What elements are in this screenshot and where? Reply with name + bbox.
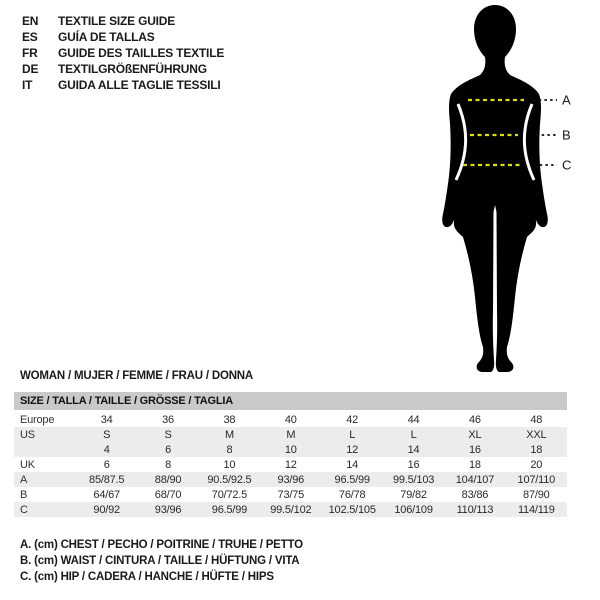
table-cell: M <box>224 428 234 441</box>
table-cell: 114/119 <box>517 503 555 516</box>
legend-chest: A. (cm) CHEST / PECHO / POITRINE / TRUHE / PETTO <box>20 539 303 551</box>
row-label-blank <box>14 442 76 457</box>
table-cell: L <box>349 428 356 441</box>
table-cell: 6 <box>103 458 110 471</box>
measure-label-c: C <box>562 157 572 173</box>
lang-row-es <box>22 29 224 45</box>
table-cell: 99.5/102 <box>270 503 312 516</box>
table-cell: 87/90 <box>523 488 550 501</box>
table-cell: 16 <box>469 443 481 456</box>
language-title-list <box>22 13 224 93</box>
table-row-hip <box>14 502 567 517</box>
table-cell: 16 <box>407 458 420 471</box>
table-cell: 85/87.5 <box>89 473 125 486</box>
lang-row-it <box>22 77 224 93</box>
lang-title-de: TEXTILGRÖßENFÜHRUNG <box>58 62 207 76</box>
table-cell: XXL <box>526 428 547 441</box>
table-cell: 8 <box>165 458 172 471</box>
lang-row-en <box>22 13 224 29</box>
table-row-europe <box>14 411 567 427</box>
table-cell: 90/92 <box>93 503 120 516</box>
measure-label-b: B <box>562 127 571 143</box>
table-cell: M <box>286 428 296 441</box>
size-table-header: SIZE / TALLA / TAILLE / GRÖSSE / TAGLIA <box>14 392 567 411</box>
table-cell: 44 <box>407 413 420 426</box>
table-cell: 90.5/92.5 <box>207 473 252 486</box>
row-label-b: B <box>20 488 28 501</box>
table-cell: 18 <box>530 443 543 456</box>
table-cell: 79/82 <box>400 488 427 501</box>
lang-row-de <box>22 61 224 77</box>
size-table <box>14 392 567 517</box>
table-cell: 42 <box>346 413 359 426</box>
table-cell: XL <box>468 428 482 441</box>
row-label-europe: Europe <box>20 413 55 426</box>
table-cell: 107/110 <box>517 473 556 486</box>
table-cell: 38 <box>223 413 236 426</box>
table-cell: 93/96 <box>154 503 182 516</box>
table-cell: L <box>410 428 417 441</box>
table-cell: 4 <box>103 443 110 456</box>
table-cell: 36 <box>162 413 174 426</box>
legend-waist: B. (cm) WAIST / CINTURA / TAILLE / HÜFTUNG / VITA <box>20 555 300 567</box>
table-cell: 12 <box>346 443 359 456</box>
woman-silhouette <box>442 5 548 372</box>
table-cell: 40 <box>284 413 297 426</box>
lang-title-en: TEXTILE SIZE GUIDE <box>58 14 176 28</box>
measurement-legend <box>20 537 303 585</box>
table-row-us-numbers <box>14 442 567 457</box>
table-cell: S <box>164 428 172 441</box>
table-cell: 34 <box>100 413 113 426</box>
table-cell: 46 <box>469 413 481 426</box>
table-cell: 10 <box>223 458 236 471</box>
table-cell: 48 <box>530 413 543 426</box>
table-cell: 64/67 <box>93 488 120 501</box>
lang-title-it: GUIDA ALLE TAGLIE TESSILI <box>58 78 221 92</box>
table-cell: 70/72.5 <box>211 488 248 501</box>
table-cell: 20 <box>530 458 543 471</box>
table-cell: 110/113 <box>456 503 494 516</box>
table-row-uk <box>14 457 567 472</box>
table-cell: 68/70 <box>154 488 182 501</box>
lang-code-fr: FR <box>22 46 38 60</box>
legend-hip: C. (cm) HIP / CADERA / HANCHE / HÜFTE / HIPS <box>20 571 274 583</box>
table-row-us-letters <box>14 427 567 442</box>
table-cell: 106/109 <box>394 503 433 516</box>
row-label-a: A <box>20 473 28 486</box>
table-cell: 8 <box>226 443 233 456</box>
row-label-c: C <box>20 503 28 516</box>
table-cell: 14 <box>346 458 359 471</box>
table-cell: S <box>103 428 111 441</box>
row-label-uk: UK <box>20 458 35 471</box>
lang-title-es: GUÍA DE TALLAS <box>58 30 155 44</box>
table-cell: 18 <box>469 458 481 471</box>
lang-title-fr: GUIDE DES TAILLES TEXTILE <box>58 46 225 60</box>
table-cell: 102.5/105 <box>328 503 376 516</box>
table-cell: 14 <box>407 443 420 456</box>
lang-row-fr <box>22 45 224 61</box>
table-cell: 99.5/103 <box>392 473 435 486</box>
table-cell: 96.5/99 <box>334 473 370 486</box>
lang-code-es: ES <box>22 30 38 44</box>
table-cell: 96.5/99 <box>211 503 248 516</box>
table-cell: 10 <box>284 443 297 456</box>
table-cell: 12 <box>284 458 297 471</box>
measure-label-a: A <box>562 92 571 108</box>
lang-code-it: IT <box>22 78 33 92</box>
row-label-us: US <box>20 428 35 441</box>
lang-code-en: EN <box>22 14 39 28</box>
size-table-header-row <box>14 392 567 411</box>
table-row-chest <box>14 472 567 487</box>
woman-silhouette-figure <box>410 0 585 378</box>
lang-code-de: DE <box>22 62 39 76</box>
table-cell: 93/96 <box>277 473 305 486</box>
table-cell: 104/107 <box>455 473 495 486</box>
table-cell: 88/90 <box>154 473 182 486</box>
table-cell: 6 <box>165 443 172 456</box>
table-row-waist <box>14 487 567 502</box>
section-title-woman: WOMAN / MUJER / FEMME / FRAU / DONNA <box>20 370 254 382</box>
table-cell: 73/75 <box>277 488 305 501</box>
table-cell: 83/86 <box>461 488 489 501</box>
table-cell: 76/78 <box>338 488 366 501</box>
